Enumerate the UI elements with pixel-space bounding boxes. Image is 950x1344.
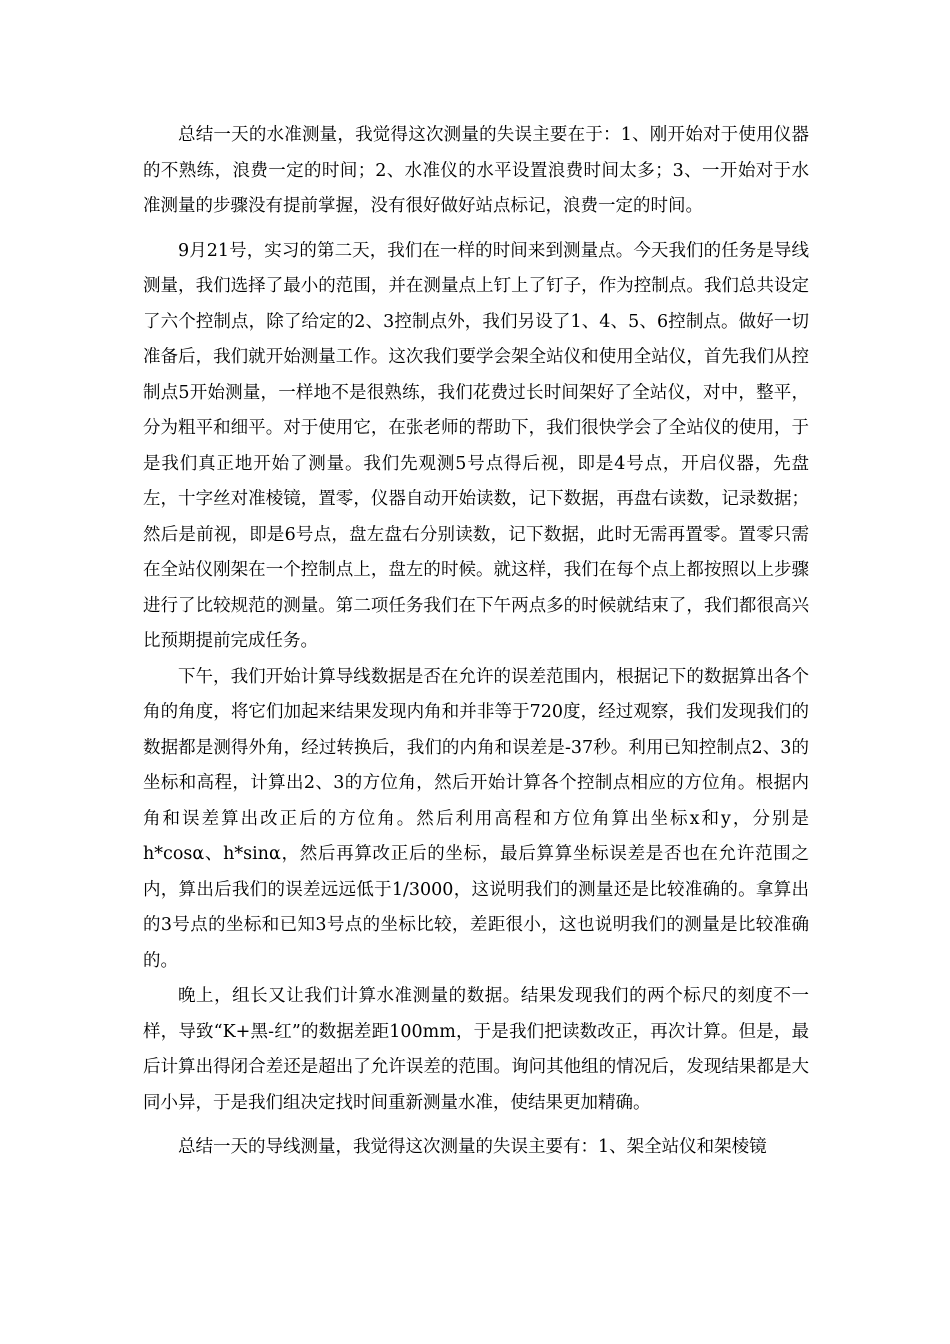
paragraph-leveling-summary: 总结一天的水准测量，我觉得这次测量的失误主要在于：1、刚开始对于使用仪器的不熟练，浪费一定的时间；2、水准仪的水平设置浪费时间太多；3、一开始对于水准测量的步骤没有提前掌握，没有很好做好站点标记，浪费一定的时间。: [143, 125, 809, 216]
document-body: [143, 118, 809, 1166]
paragraph-evening-leveling: 晚上，组长又让我们计算水准测量的数据。结果发现我们的两个标尺的刻度不一样，导致“K+黑-红”的数据差距100mm，于是我们把读数改正，再次计算。但是，最后计算出得闭合差还是超出了允许误差的范围。询问其他组的情况后，发现结果都是大同小异，于是我们组决定找时间重新测量水准，使结果更加精确。: [143, 986, 809, 1113]
paragraph-day-two-traverse: 9月21号，实习的第二天，我们在一样的时间来到测量点。今天我们的任务是导线测量，我们选择了最小的范围，并在测量点上钉上了钉子，作为控制点。我们总共设定了六个控制点，除了给定的2、3控制点外，我们另设了1、4、5、6控制点。做好一切准备后，我们就开始测量工作。这次我们要学会架全站仪和使用全站仪，首先我们从控制点5开始测量，一样地不是很熟练，我们花费过长时间架好了全站仪，对中，整平，分为粗平和细平。对于使用它，在张老师的帮助下，我们很快学会了全站仪的使用，于是我们真正地开始了测量。我们先观测5号点得后视，即是4号点，开启仪器，先盘左，十字丝对准棱镜，置零，仪器自动开始读数，记下数据，再盘右读数，记录数据；然后是前视，即是6号点，盘左盘右分别读数，记下数据，此时无需再置零。置零只需在全站仪刚架在一个控制点上，盘左的时候。就这样，我们在每个点上都按照以上步骤进行了比较规范的测量。第二项任务我们在下午两点多的时候就结束了，我们都很高兴比预期提前完成任务。: [143, 240, 809, 651]
paragraph-traverse-summary: 总结一天的导线测量，我觉得这次测量的失误主要有：1、架全站仪和架棱镜: [178, 1137, 767, 1157]
paragraph-afternoon-calculation: 下午，我们开始计算导线数据是否在允许的误差范围内，根据记下的数据算出各个角的角度，将它们加起来结果发现内角和并非等于720度，经过观察，我们发现我们的数据都是测得外角，经过转换后，我们的内角和误差是-37秒。利用已知控制点2、3的坐标和高程，计算出2、3的方位角，然后开始计算各个控制点相应的方位角。根据内角和误差算出改正后的方位角。然后利用高程和方位角算出坐标x和y，分别是h*cosα、h*sinα，然后再算改正后的坐标，最后算算坐标误差是否也在允许范围之内，算出后我们的误差远远低于1/3000，这说明我们的测量还是比较准确的。拿算出的3号点的坐标和已知3号点的坐标比较，差距很小，这也说明我们的测量是比较准确的。: [143, 666, 809, 971]
